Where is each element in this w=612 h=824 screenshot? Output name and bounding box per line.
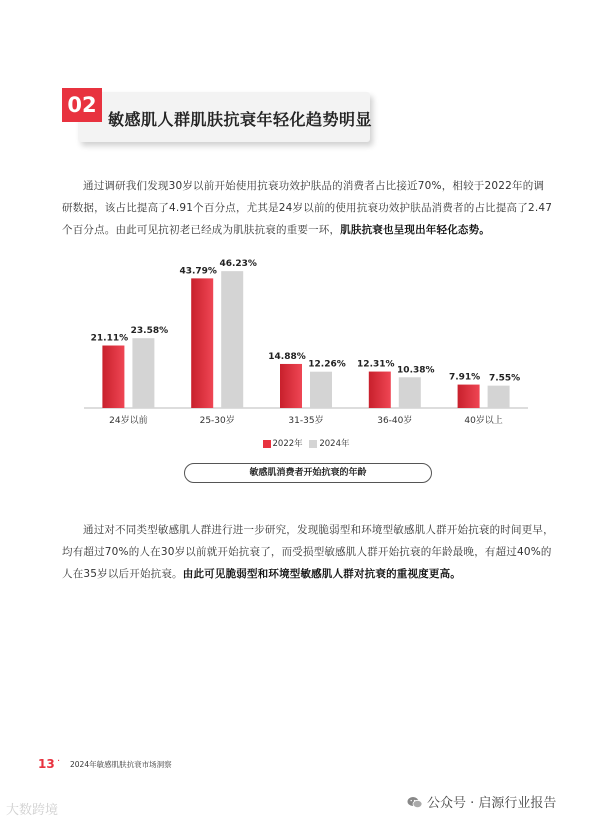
bar-2022年-2 (280, 364, 302, 408)
bar-2024年-1 (221, 271, 243, 408)
data-label-2022年-3: 12.31% (357, 359, 395, 370)
paragraph-2-bold: 由此可见脆弱型和环境型敏感肌人群对抗衰的重视度更高。 (182, 568, 461, 580)
x-tick-label-2: 31-35岁 (288, 416, 324, 426)
data-label-2024年-4: 7.55% (488, 373, 521, 384)
paragraph-2-text: 通过对不同类型敏感肌人群进行进一步研究，发现脆弱型和环境型敏感肌人群开始抗衰的时间更早，均有超过70%的人在30岁以前就开始抗衰了，而受损型敏感肌人群开始抗衰的年龄最晚，有超过40%的人在35岁以后开始抗衰。 (62, 524, 554, 580)
data-label-2022年-4: 7.91% (448, 372, 481, 383)
x-tick-label-0: 24岁以前 (109, 416, 148, 426)
x-tick-label-1: 25-30岁 (199, 416, 235, 426)
bar-2022年-3 (369, 372, 391, 408)
bar-2022年-0 (102, 346, 124, 408)
wechat-text: 公众号 · 启源行业报告 (427, 796, 557, 811)
paragraph-1-text: 通过调研我们发现30岁以前开始使用抗衰功效护肤品的消费者占比接近70%，相较于2022年的调研数据，该占比提高了4.91个百分点，尤其是24岁以前的使用抗衰功效护肤品消费者的占比提高了2.47个百分点。由此可见抗初老已经成为肌肤抗衰的重要一环， (62, 180, 553, 236)
paragraph-1 (62, 175, 554, 241)
bar-2022年-1 (191, 278, 213, 408)
legend-label-2022: 2022年 (272, 439, 303, 449)
data-label-2022年-0: 21.11% (90, 333, 129, 344)
data-label-2022年-2: 14.88% (268, 351, 306, 362)
data-label-2024年-3: 10.38% (397, 365, 435, 376)
section-title: 敏感肌人群肌肤抗衰年轻化趋势明显 (108, 110, 373, 129)
bar-2024年-4 (488, 386, 510, 408)
wechat-attribution (407, 792, 556, 811)
bar-2024年-0 (132, 338, 154, 408)
legend-swatch-2024 (309, 440, 317, 448)
paragraph-2 (62, 519, 554, 585)
chart-caption: 敏感肌消费者开始抗衰的年龄 (184, 463, 432, 483)
paragraph-1-bold: 肌肤抗衰也呈现出年轻化态势。 (340, 224, 491, 236)
wechat-icon (407, 796, 423, 809)
section-number-badge: 02 (62, 88, 102, 122)
legend-swatch-2022 (263, 440, 271, 448)
bar-2022年-4 (458, 385, 480, 408)
watermark-logo: 大数跨境 (6, 803, 59, 818)
legend-label-2024: 2024年 (319, 439, 350, 449)
page-number: 13 (38, 757, 55, 771)
footer-title: 2024年敏感肌肤抗衰市场洞察 (70, 760, 172, 769)
data-label-2024年-0: 23.58% (130, 326, 169, 337)
data-label-2022年-1: 43.79% (179, 266, 217, 277)
x-tick-label-3: 36-40岁 (377, 416, 413, 426)
footer-separator: · (57, 756, 61, 767)
bar-2024年-3 (399, 377, 421, 408)
x-tick-label-4: 40岁以上 (464, 416, 503, 426)
data-label-2024年-2: 12.26% (308, 359, 346, 370)
bar-chart (0, 250, 612, 435)
bar-2024年-2 (310, 372, 332, 408)
data-label-2024年-1: 46.23% (219, 259, 257, 270)
chart-legend (0, 437, 612, 449)
